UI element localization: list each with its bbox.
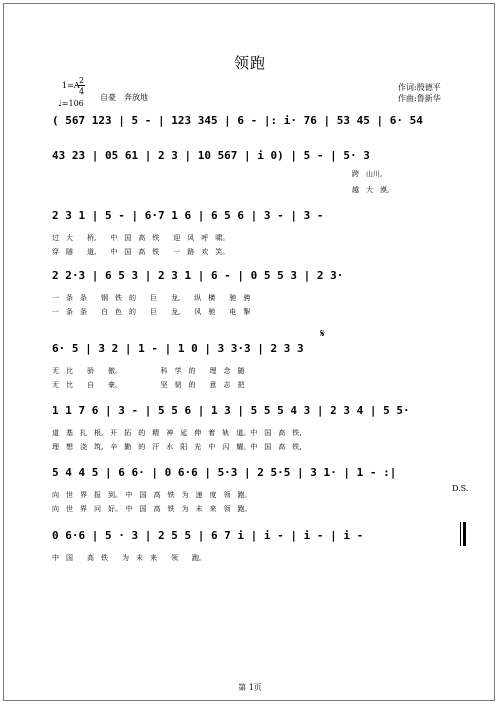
- score-line-6: [52, 400, 472, 460]
- tempo-mark: ♩=106: [58, 99, 84, 108]
- notes: 0 6·6 | 5 · 3 | 2 5 5 | 6 7 i | i - | i - | i -: [52, 529, 364, 542]
- lyricist-credit: 作词:殷德平: [398, 83, 441, 92]
- key-signature: 1=A: [62, 81, 80, 90]
- score-line-5: [52, 338, 472, 398]
- page-footer: 第 1页: [238, 683, 262, 692]
- lyrics-verse-2: 无 比 自 豪。 坚 韧 的 意 志 把: [52, 381, 245, 389]
- score-line-4: [52, 265, 472, 325]
- lyrics-verse-1: 向 世 界 报 到。 中 国 高 铁 为 速 度 领 跑。: [52, 491, 252, 499]
- notes: ( 567 123 | 5 - | 123 345 | 6 - |: i· 76 | 53 45 | 6· 54: [52, 114, 423, 127]
- score-line-2: [52, 145, 472, 205]
- score-line-7: [52, 462, 472, 522]
- lyrics-verse-1: 中 国 高 铁 为 未 来 领 跑。: [52, 554, 206, 562]
- lyrics-verse-2: 越 大 漠,: [352, 186, 390, 194]
- notes: 2 2·3 | 6 5 3 | 2 3 1 | 6 - | 0 5 5 3 | 2 3·: [52, 269, 344, 282]
- lyrics-verse-1: 跨 山川,: [352, 170, 383, 178]
- lyrics-verse-2: 向 世 界 问 好。 中 国 高 铁 为 未 来 领 跑。: [52, 505, 252, 513]
- time-signature-top: 2: [79, 76, 85, 85]
- notes: 6· 5 | 3 2 | 1 - | 1 0 | 3 3·3 | 2 3 3: [52, 342, 304, 355]
- lyrics-verse-1: 过 大 桥, 中 国 高 铁 迎 风 呼 啸。: [52, 234, 230, 242]
- final-barline-thick: [463, 522, 466, 546]
- segno-sign: 𝄋: [320, 327, 325, 340]
- lyrics-verse-1: 无 比 骄 傲。 科 学 的 理 念 随: [52, 367, 245, 375]
- time-signature-bottom: 4: [79, 87, 85, 96]
- notes: 1 1 7 6 | 3 - | 5 5 6 | 1 3 | 5 5 5 4 3 | 2 3 4 | 5 5·: [52, 404, 410, 417]
- final-barline-thin: [460, 522, 461, 546]
- notes: 2 3 1 | 5 - | 6·7 1 6 | 6 5 6 | 3 - | 3 -: [52, 209, 324, 222]
- notes: 5 4 4 5 | 6 6· | 0 6·6 | 5·3 | 2 5·5 | 3 1· | 1 - :|: [52, 466, 397, 479]
- notes: 43 23 | 05 61 | 2 3 | 10 567 | i 0) | 5 - | 5· 3: [52, 149, 370, 162]
- lyrics-verse-2: 穿 隧 道, 中 国 高 铁 一 路 欢 笑。: [52, 248, 230, 256]
- ds-mark: D.S.: [452, 484, 469, 493]
- score-line-3: [52, 205, 472, 265]
- score-line-1: [52, 110, 472, 148]
- song-title: 领跑: [233, 54, 266, 72]
- lyrics-verse-1: 一 条 条 钢 铁 的 巨 龙, 纵 横 驰 骋: [52, 294, 251, 302]
- lyrics-verse-2: 理 想 浇 筑, 辛 勤 的 汗 水 阳 光 中 闪 耀。中 国 高 铁,: [52, 443, 302, 451]
- lyrics-verse-2: 一 条 条 白 色 的 巨 龙, 风 驰 电 掣: [52, 308, 251, 316]
- expression-mark: 自豪 奔放地: [100, 93, 148, 102]
- composer-credit: 作曲:鲁新华: [398, 94, 441, 103]
- score-line-8: [52, 525, 472, 575]
- lyrics-verse-1: 道 基 扎 根, 开 拓 的 精 神 延 伸 着 轨 道。中 国 高 铁,: [52, 429, 302, 437]
